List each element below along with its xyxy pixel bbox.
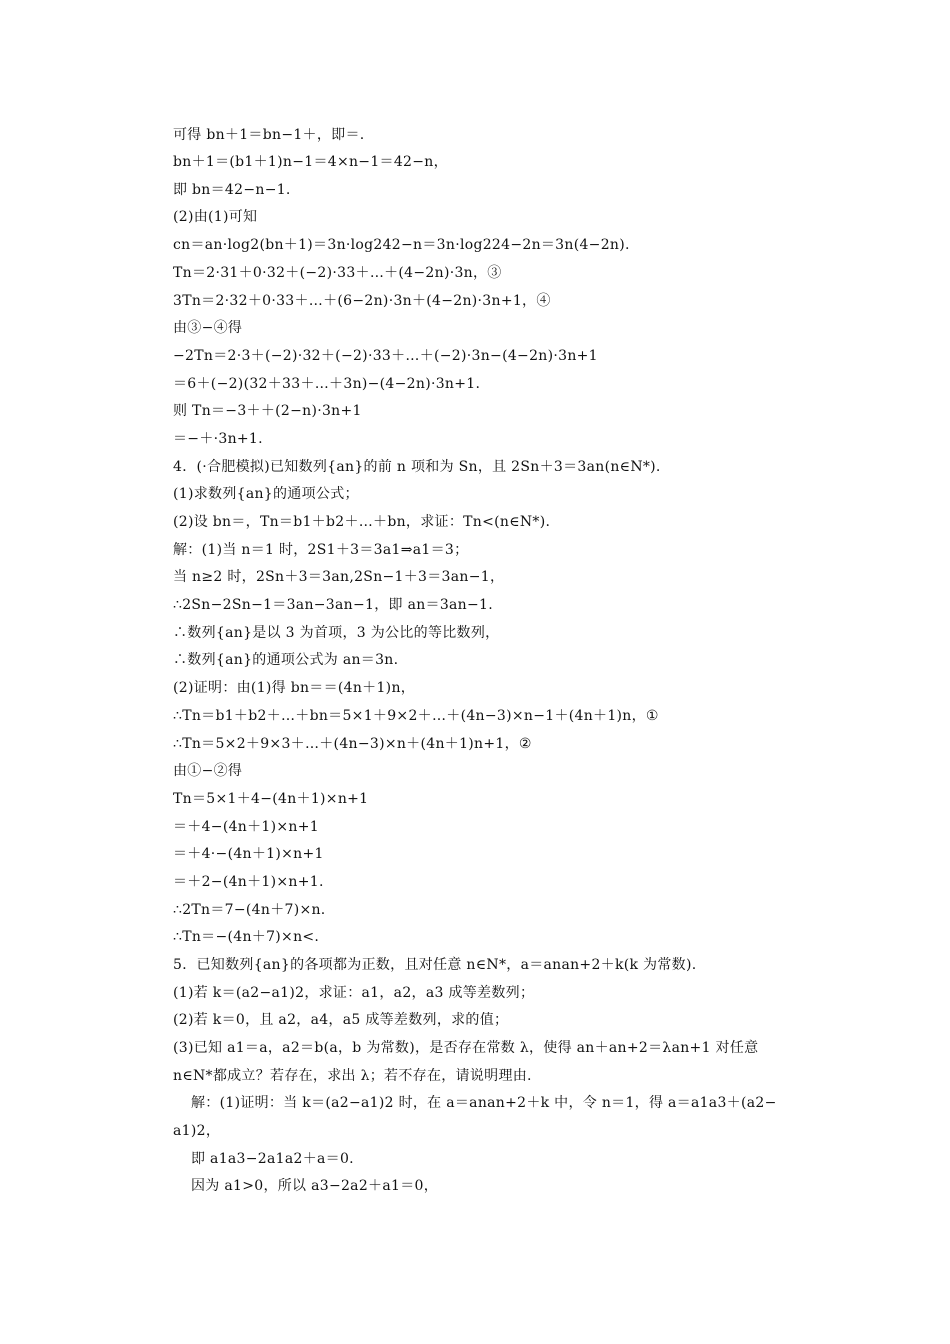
text-line: 因为 a1>0，所以 a3−2a2＋a1＝0， bbox=[191, 1178, 438, 1194]
text-line: (2)证明：由(1)得 bn＝＝(4n＋1)n， bbox=[173, 680, 416, 696]
text-line: 则 Tn＝−3＋＋(2−n)·3n+1 bbox=[173, 403, 362, 419]
text-line: ∴数列{an}的通项公式为 an＝3n. bbox=[173, 652, 399, 668]
text-line: ∴2Tn＝7−(4n＋7)×n. bbox=[173, 902, 326, 918]
text-line: (2)若 k＝0，且 a2，a4，a5 成等差数列，求的值； bbox=[173, 1012, 509, 1028]
text-line: 即 a1a3−2a1a2＋a＝0. bbox=[191, 1151, 354, 1167]
text-line: ＝＋4·−(4n＋1)×n+1 bbox=[173, 846, 324, 862]
text-line: 当 n≥2 时，2Sn＋3＝3an,2Sn−1＋3＝3an−1， bbox=[173, 569, 505, 585]
text-line: ∴2Sn−2Sn−1＝3an−3an−1，即 an＝3an−1. bbox=[173, 597, 493, 613]
text-line: 解：(1)证明：当 k＝(a2−a1)2 时，在 a＝anan+2＋k 中，令 n＝1，得 a＝a1a3＋(a2− bbox=[191, 1095, 777, 1111]
text-line: 3Tn＝2·32＋0·33＋…＋(6−2n)·3n＋(4−2n)·3n+1，④ bbox=[173, 293, 551, 309]
text-line: ∴数列{an}是以 3 为首项，3 为公比的等比数列， bbox=[173, 625, 500, 641]
text-line: n∈N*都成立？若存在，求出 λ；若不存在，请说明理由. bbox=[173, 1068, 532, 1084]
text-line: ＝＋2−(4n＋1)×n+1. bbox=[173, 874, 324, 890]
text-line: 由①−②得 bbox=[173, 763, 243, 779]
text-line: a1)2， bbox=[173, 1123, 221, 1139]
text-line: 由③−④得 bbox=[173, 320, 243, 336]
text-line: cn＝an·log2(bn＋1)＝3n·log242−n＝3n·log224−2n＝3n(4−2n). bbox=[173, 237, 630, 253]
text-line: 可得 bn＋1＝bn−1＋，即＝. bbox=[173, 127, 365, 143]
text-line: 解：(1)当 n＝1 时，2S1＋3＝3a1⇒a1＝3； bbox=[173, 542, 469, 558]
text-line: ∴Tn＝5×2＋9×3＋…＋(4n−3)×n＋(4n＋1)n+1，② bbox=[173, 736, 532, 752]
text-line: ∴Tn＝b1＋b2＋…＋bn＝5×1＋9×2＋…＋(4n−3)×n−1＋(4n＋1)n，① bbox=[173, 708, 659, 724]
text-line: Tn＝5×1＋4−(4n＋1)×n+1 bbox=[173, 791, 369, 807]
text-line: 5．已知数列{an}的各项都为正数，且对任意 n∈N*，a＝anan+2＋k(k 为常数). bbox=[173, 957, 697, 973]
text-line: (3)已知 a1＝a，a2＝b(a，b 为常数)，是否存在常数 λ，使得 an＋an+2＝λan+1 对任意 bbox=[173, 1040, 759, 1056]
text-line: ＝＋4−(4n＋1)×n+1 bbox=[173, 819, 319, 835]
text-line: −2Tn＝2·3＋(−2)·32＋(−2)·33＋…＋(−2)·3n−(4−2n)·3n+1 bbox=[173, 348, 598, 364]
text-line: ＝−＋·3n+1. bbox=[173, 431, 263, 447]
text-line: (2)设 bn＝，Tn＝b1＋b2＋…＋bn，求证：Tn<(n∈N*). bbox=[173, 514, 551, 530]
text-line: Tn＝2·31＋0·32＋(−2)·33＋…＋(4−2n)·3n，③ bbox=[173, 265, 502, 281]
text-line: ＝6＋(−2)(32＋33＋…＋3n)−(4−2n)·3n+1. bbox=[173, 376, 481, 392]
text-line: 4．(·合肥模拟)已知数列{an}的前 n 项和为 Sn，且 2Sn＋3＝3an(n∈N*). bbox=[173, 459, 661, 475]
text-line: 即 bn＝42−n−1. bbox=[173, 182, 291, 198]
text-line: (1)求数列{an}的通项公式； bbox=[173, 486, 359, 502]
text-line: (1)若 k＝(a2−a1)2，求证：a1，a2，a3 成等差数列； bbox=[173, 985, 535, 1001]
text-line: bn＋1＝(b1＋1)n−1＝4×n−1＝42−n， bbox=[173, 154, 448, 170]
text-line: ∴Tn＝−(4n＋7)×n<. bbox=[173, 929, 320, 945]
text-line: (2)由(1)可知 bbox=[173, 209, 258, 225]
